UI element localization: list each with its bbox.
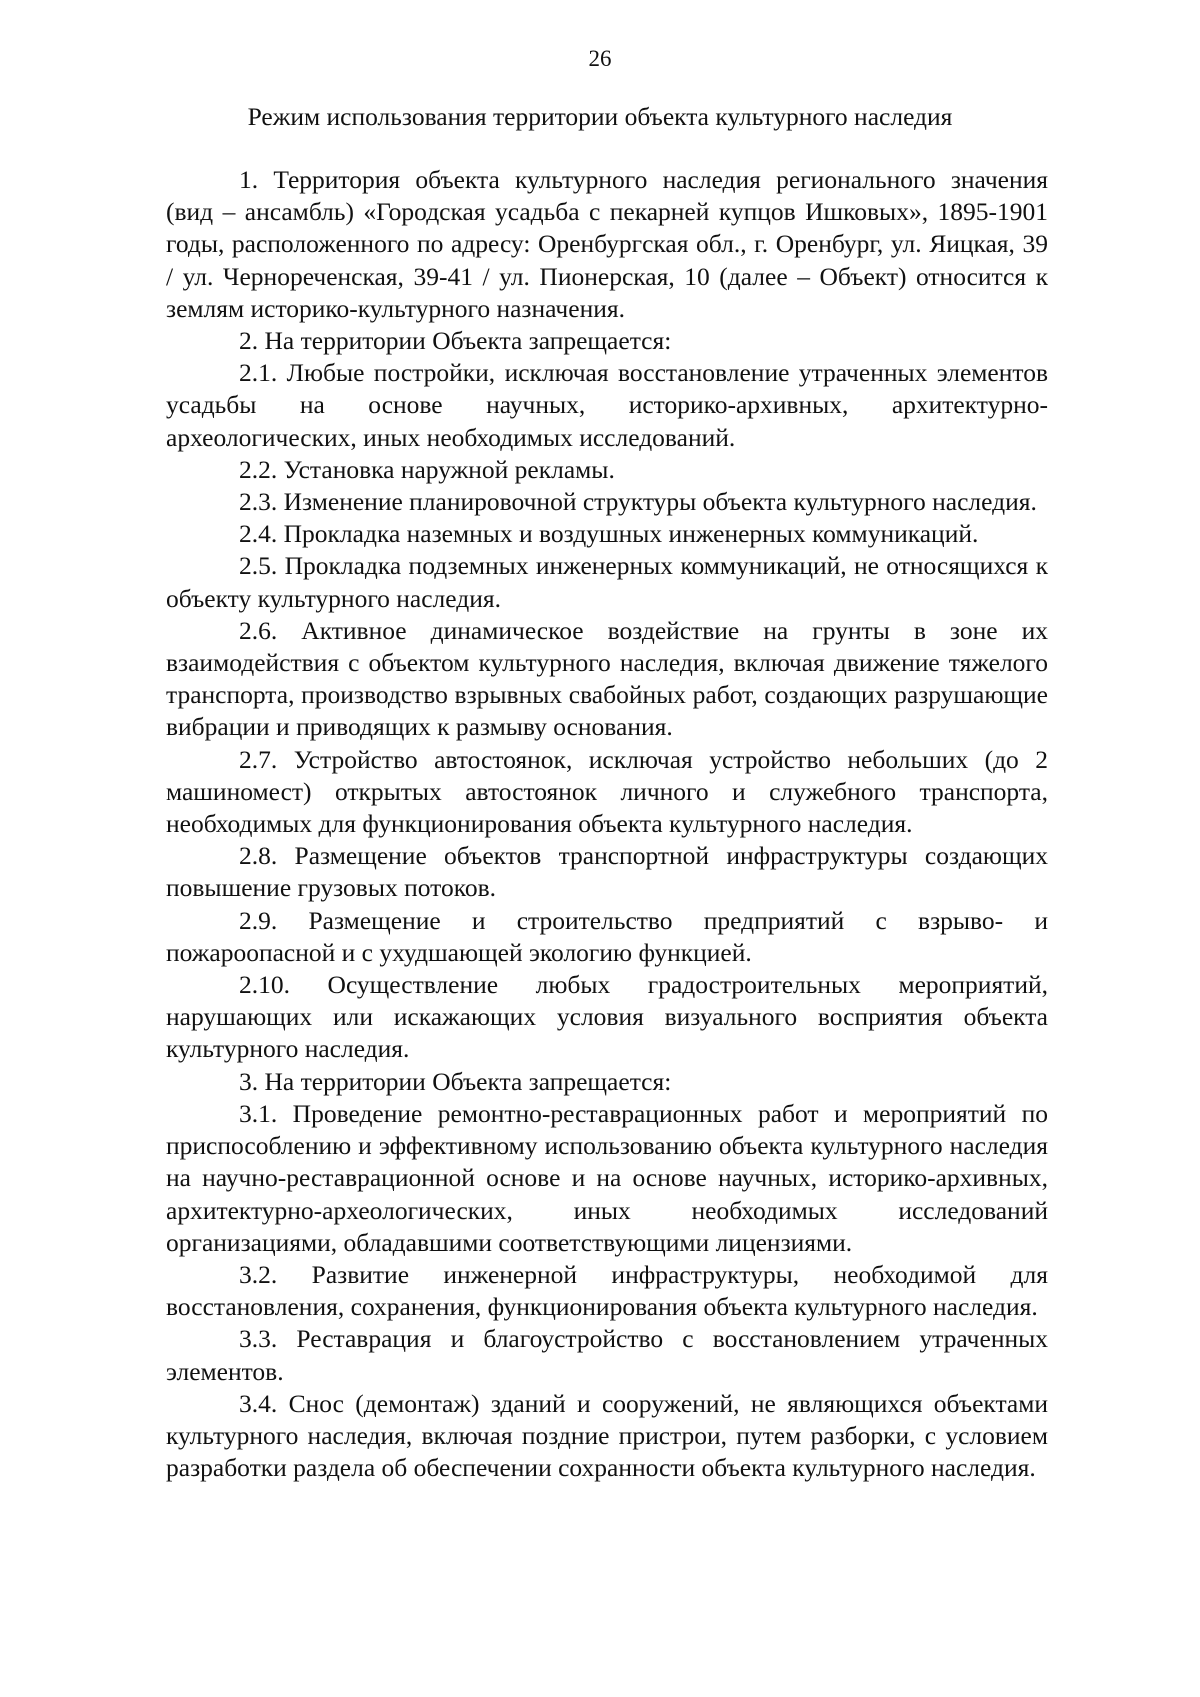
paragraph-3-1: 3.1. Проведение ремонтно-реставрационных работ и мероприятий по приспособлению и эффективному использованию объекта культурного наследия на научно-реставрационной основе и на основе научных, историко-архивных, архитектурно-археологических, иных необходимых исследований организациями, обладавшими соответствующими лицензиями. [166, 1098, 1048, 1257]
paragraph-2-8: 2.8. Размещение объектов транспортной инфраструктуры создающих повышение грузовых потоков. [166, 841, 1048, 903]
paragraph-2-1: 2.1. Любые постройки, исключая восстановление утраченных элементов усадьбы на основе научных, историко-архивных, архитектурно-археологических, иных необходимых исследований. [166, 358, 1048, 452]
paragraph-2-10: 2.10. Осуществление любых градостроительных мероприятий, нарушающих или искажающих условия визуального восприятия объекта культурного наследия. [166, 970, 1048, 1064]
paragraph-3-4: 3.4. Снос (демонтаж) зданий и сооружений, не являющихся объектами культурного наследия, включая поздние пристрои, путем разборки, с условием разработки раздела об обеспечении сохранности объекта культурного наследия. [166, 1388, 1048, 1483]
paragraph-3-3: 3.3. Реставрация и благоустройство с восстановлением утраченных элементов. [166, 1324, 1048, 1386]
paragraph-2-5: 2.5. Прокладка подземных инженерных коммуникаций, не относящихся к объекту культурного наследия. [166, 551, 1048, 613]
paragraph-2: 2. На территории Объекта запрещается: [239, 326, 672, 356]
document-title: Режим использования территории объекта культурного наследия [247, 102, 953, 131]
paragraph-2-9: 2.9. Размещение и строительство предприятий с взрыво- и пожароопасной и с ухудшающей экологию функцией. [166, 905, 1048, 967]
document-body [166, 164, 1048, 1484]
paragraph-3: 3. На территории Объекта запрещается: [239, 1066, 672, 1096]
paragraph-3-2: 3.2. Развитие инженерной инфраструктуры, необходимой для восстановления, сохранения, функционирования объекта культурного наследия. [166, 1259, 1048, 1322]
paragraph-2-7: 2.7. Устройство автостоянок, исключая устройство небольших (до 2 машиномест) открытых автостоянок личного и служебного транспорта, необходимых для функционирования объекта культурного наследия. [166, 744, 1048, 839]
page-number: 26 [588, 46, 612, 71]
paragraph-2-6: 2.6. Активное динамическое воздействие на грунты в зоне их взаимодействия с объектом культурного наследия, включая движение тяжелого транспорта, производство взрывных свабойных работ, создающих разрушающие вибрации и приводящих к размыву основания. [166, 615, 1048, 742]
paragraph-2-3: 2.3. Изменение планировочной структуры объекта культурного наследия. [239, 487, 1037, 517]
paragraph-2-2: 2.2. Установка наружной рекламы. [239, 454, 615, 484]
paragraph-2-4: 2.4. Прокладка наземных и воздушных инженерных коммуникаций. [239, 519, 979, 549]
paragraph-1: 1. Территория объекта культурного наследия регионального значения (вид – ансамбль) «Городская усадьба с пекарней купцов Ишковых», 1895-1901 годы, расположенного по адресу: Оренбургская обл., г. Оренбург, ул. Яицкая, 39 / ул. Чернореченская, 39-41 / ул. Пионерская, 10 (далее – Объект) относится к землям историко-культурного назначения. [166, 165, 1048, 323]
